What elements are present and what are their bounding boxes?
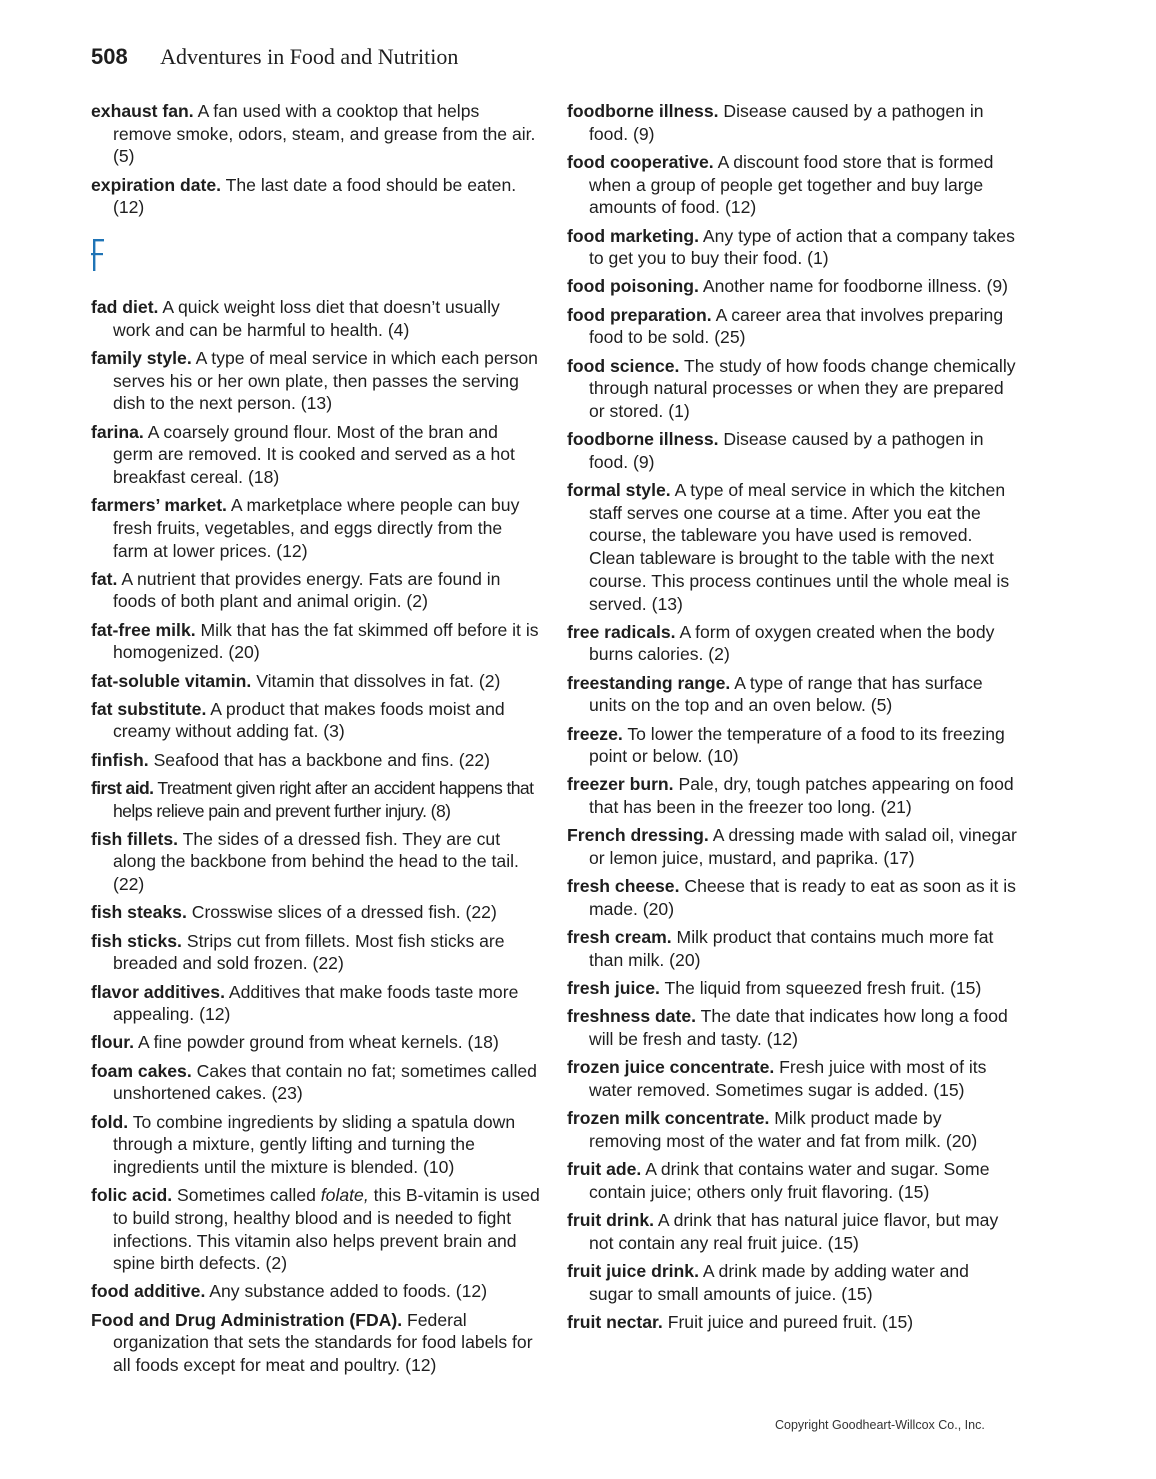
glossary-entry: [567, 275, 1017, 298]
glossary-term: family style.: [91, 347, 192, 368]
glossary-term: finfish.: [91, 749, 149, 770]
glossary-entry: [91, 568, 541, 613]
glossary-definition: To combine ingredients by sliding a spatula down through a mixture, gently lifting and turning the ingredients until the mixture is blended. (10): [113, 1111, 516, 1177]
glossary-term: fruit nectar.: [567, 1311, 663, 1332]
glossary-term: expiration date.: [91, 174, 222, 195]
glossary-entry: [91, 670, 541, 693]
glossary-entry: [567, 1056, 1017, 1101]
glossary-definition: A fan used with a cooktop that helps remove smoke, odors, steam, and grease from the air. (5): [113, 101, 536, 167]
glossary-definition: Cakes that contain no fat; sometimes called unshortened cakes. (23): [113, 1060, 537, 1104]
glossary-term: foam cakes.: [91, 1060, 192, 1081]
glossary-definition: Federal organization that sets the standards for food labels for all foods except for meat and poultry. (12): [113, 1309, 533, 1376]
glossary-definition: A drink that contains water and sugar. Some contain juice; others only fruit flavoring. (15): [589, 1159, 990, 1202]
glossary-entry: [567, 151, 1017, 219]
glossary-definition: To lower the temperature of a food to its freezing point or below. (10): [589, 723, 1005, 767]
glossary-definition: Sometimes called: [177, 1185, 316, 1206]
left-column: [91, 100, 541, 1382]
glossary-term: foodborne illness.: [567, 429, 719, 450]
glossary-definition: The last date a food should be eaten. (12): [113, 174, 517, 218]
glossary-term: food marketing.: [567, 225, 699, 246]
glossary-entry: [91, 1031, 541, 1054]
glossary-entry: [567, 672, 1017, 717]
copyright-notice: Copyright Goodheart-Willcox Co., Inc.: [775, 1418, 985, 1432]
glossary-term: flavor additives.: [91, 981, 225, 1002]
glossary-definition: Cheese that is ready to eat as soon as it is made. (20): [589, 876, 1016, 919]
glossary-definition: Additives that make foods taste more appealing. (12): [113, 981, 519, 1025]
glossary-definition: A fine powder ground from wheat kernels. (18): [137, 1032, 499, 1053]
glossary-definition: A drink that has natural juice flavor, but may not contain any real fruit juice. (15): [589, 1209, 999, 1253]
glossary-entry: [91, 1184, 541, 1275]
glossary-term: frozen juice concentrate.: [567, 1057, 775, 1078]
glossary-definition: The date that indicates how long a food will be fresh and tasty. (12): [589, 1006, 1008, 1050]
left-top-entries: [91, 100, 541, 219]
glossary-entry: [567, 355, 1017, 423]
section-letter-glyph: [91, 237, 105, 273]
glossary-entry: [567, 479, 1017, 615]
page-number: 508: [91, 44, 128, 69]
glossary-entry: [91, 174, 541, 219]
glossary-definition: A form of oxygen created when the body burns calories. (2): [589, 621, 995, 665]
glossary-entry: [91, 828, 541, 896]
glossary-definition: The sides of a dressed fish. They are cut along the backbone from behind the head to the tail. (22): [113, 828, 519, 895]
glossary-term: exhaust fan.: [91, 101, 194, 121]
glossary-term: fresh juice.: [567, 978, 660, 999]
glossary-entry: [567, 1158, 1017, 1203]
glossary-entry: [567, 723, 1017, 768]
glossary-definition: A product that makes foods moist and creamy without adding fat. (3): [113, 698, 505, 742]
glossary-entry: [91, 1280, 541, 1303]
glossary-definition: Pale, dry, tough patches appearing on food that has been in the freezer too long. (21): [589, 774, 1014, 818]
glossary-entry: [567, 428, 1017, 473]
left-main-entries: [91, 296, 541, 1377]
glossary-definition: Vitamin that dissolves in fat. (2): [256, 670, 501, 691]
glossary-term: fruit ade.: [567, 1159, 642, 1180]
book-title: Adventures in Food and Nutrition: [160, 44, 459, 69]
glossary-entry: [567, 824, 1017, 869]
glossary-entry: [567, 225, 1017, 270]
glossary-entry: [567, 1311, 1017, 1334]
glossary-entry: [567, 621, 1017, 666]
glossary-term: fad diet.: [91, 297, 159, 318]
glossary-entry: [91, 1060, 541, 1105]
glossary-definition: Any substance added to foods. (12): [209, 1281, 488, 1302]
glossary-definition: Disease caused by a pathogen in food. (9): [589, 101, 984, 144]
glossary-term: fish fillets.: [91, 828, 179, 849]
glossary-definition: Strips cut from fillets. Most fish sticks are breaded and sold frozen. (22): [113, 930, 505, 974]
glossary-entry: [567, 1005, 1017, 1050]
glossary-term: farina.: [91, 421, 144, 442]
glossary-term: fat substitute.: [91, 698, 207, 719]
glossary-term: freezer burn.: [567, 774, 674, 795]
glossary-term: freestanding range.: [567, 672, 731, 693]
glossary-entry: [91, 1309, 541, 1377]
glossary-entry: [567, 1260, 1017, 1305]
glossary-entry: [91, 619, 541, 664]
glossary-definition: A drink made by adding water and sugar to small amounts of juice. (15): [589, 1260, 969, 1304]
glossary-entry: [567, 773, 1017, 818]
glossary-definition: Disease caused by a pathogen in food. (9): [589, 429, 984, 472]
glossary-term: fold.: [91, 1111, 129, 1132]
glossary-definition: Seafood that has a backbone and fins. (22): [153, 749, 491, 770]
glossary-definition: Fruit juice and pureed fruit. (15): [667, 1311, 914, 1332]
glossary-definition: Another name for foodborne illness. (9): [702, 276, 1008, 297]
glossary-term: farmers’ market.: [91, 495, 227, 516]
glossary-entry: [567, 1107, 1017, 1152]
glossary-term: foodborne illness.: [567, 101, 719, 121]
glossary-definition: A type of meal service in which the kitchen staff serves one course at a time. After you eat the course, the tableware you have used is removed. Clean tableware is brought to the table with the next course. This process continues until the whole meal is served. (13): [589, 480, 1010, 614]
glossary-definition: The liquid from squeezed fresh fruit. (15): [664, 978, 982, 999]
glossary-entry: [91, 1111, 541, 1179]
glossary-term: fresh cream.: [567, 927, 672, 948]
glossary-term: formal style.: [567, 480, 671, 501]
glossary-definition: A career area that involves preparing food to be sold. (25): [589, 304, 1004, 348]
glossary-entry: [91, 421, 541, 489]
glossary-term: freeze.: [567, 723, 623, 744]
glossary-entry: [91, 777, 541, 822]
right-column: [567, 100, 1017, 1339]
glossary-term: folic acid.: [91, 1185, 173, 1206]
glossary-entry: [91, 901, 541, 924]
glossary-entry: [91, 981, 541, 1026]
glossary-entry: [567, 977, 1017, 1000]
glossary-term: food poisoning.: [567, 276, 699, 297]
glossary-entry: [567, 100, 1017, 145]
glossary-definition-italic: folate,: [320, 1185, 369, 1206]
glossary-term: frozen milk concentrate.: [567, 1108, 770, 1129]
glossary-term: food preparation.: [567, 304, 712, 325]
glossary-definition: A discount food store that is formed when a group of people get together and buy large amounts of food. (12): [589, 151, 994, 218]
glossary-definition: A nutrient that provides energy. Fats are found in foods of both plant and animal origin. (2): [113, 568, 501, 612]
glossary-definition: A type of range that has surface units on the top and an oven below. (5): [589, 672, 983, 716]
glossary-entry: [567, 1209, 1017, 1254]
glossary-entry: [91, 930, 541, 975]
glossary-definition: The study of how foods change chemically through natural processes or when they are prepared or stored. (1): [589, 355, 1016, 421]
glossary-definition: A marketplace where people can buy fresh fruits, vegetables, and eggs directly from the farm at lower prices. (12): [113, 495, 520, 561]
glossary-entry: [567, 926, 1017, 971]
glossary-definition: A quick weight loss diet that doesn’t usually work and can be harmful to health. (4): [113, 297, 500, 340]
glossary-definition: Any type of action that a company takes to get you to buy their food. (1): [589, 225, 1015, 269]
glossary-term: French dressing.: [567, 825, 709, 846]
glossary-entry: [567, 875, 1017, 920]
glossary-definition: Crosswise slices of a dressed fish. (22): [191, 902, 497, 923]
glossary-term: fat.: [91, 568, 118, 589]
glossary-definition: Treatment given right after an accident happens that helps relieve pain and prevent further injury. (8): [113, 777, 534, 821]
glossary-definition: Milk product made by removing most of the water and fat from milk. (20): [589, 1108, 978, 1151]
glossary-term: food science.: [567, 355, 680, 376]
glossary-term: first aid.: [91, 777, 154, 798]
glossary-definition: Milk that has the fat skimmed off before it is homogenized. (20): [113, 619, 539, 663]
glossary-term: flour.: [91, 1032, 135, 1053]
glossary-entry: [91, 494, 541, 562]
glossary-term: fruit juice drink.: [567, 1260, 699, 1281]
glossary-term: food additive.: [91, 1281, 206, 1302]
glossary-term: food cooperative.: [567, 151, 714, 172]
glossary-definition: A dressing made with salad oil, vinegar or lemon juice, mustard, and paprika. (17): [589, 825, 1017, 869]
glossary-term: fresh cheese.: [567, 876, 680, 897]
glossary-term: fruit drink.: [567, 1209, 654, 1230]
section-letter: [91, 237, 541, 281]
glossary-term: Food and Drug Administration (FDA).: [91, 1309, 403, 1330]
glossary-definition: Milk product that contains much more fat than milk. (20): [589, 927, 994, 970]
glossary-entry: [91, 698, 541, 743]
glossary-term: fish steaks.: [91, 902, 187, 923]
glossary-term: freshness date.: [567, 1006, 697, 1027]
glossary-definition: Fresh juice with most of its water removed. Sometimes sugar is added. (15): [589, 1057, 987, 1100]
glossary-entry: [91, 296, 541, 341]
glossary-term: fish sticks.: [91, 930, 182, 951]
glossary-term: free radicals.: [567, 621, 676, 642]
glossary-definition: this B-vitamin is used to build strong, healthy blood and is needed to fight infections. This vitamin also helps prevent brain and spine birth defects. (2): [113, 1185, 540, 1274]
glossary-entry: [91, 347, 541, 415]
glossary-definition: A coarsely ground flour. Most of the bran and germ are removed. It is cooked and served as a hot breakfast cereal. (18): [113, 421, 515, 487]
glossary-entry: [91, 749, 541, 772]
glossary-entry: [91, 100, 541, 168]
glossary-definition: A type of meal service in which each person serves his or her own plate, then passes the serving dish to the next person. (13): [113, 347, 538, 414]
page-header: [91, 44, 458, 70]
glossary-entry: [567, 304, 1017, 349]
glossary-term: fat-soluble vitamin.: [91, 670, 252, 691]
glossary-term: fat-free milk.: [91, 619, 196, 640]
